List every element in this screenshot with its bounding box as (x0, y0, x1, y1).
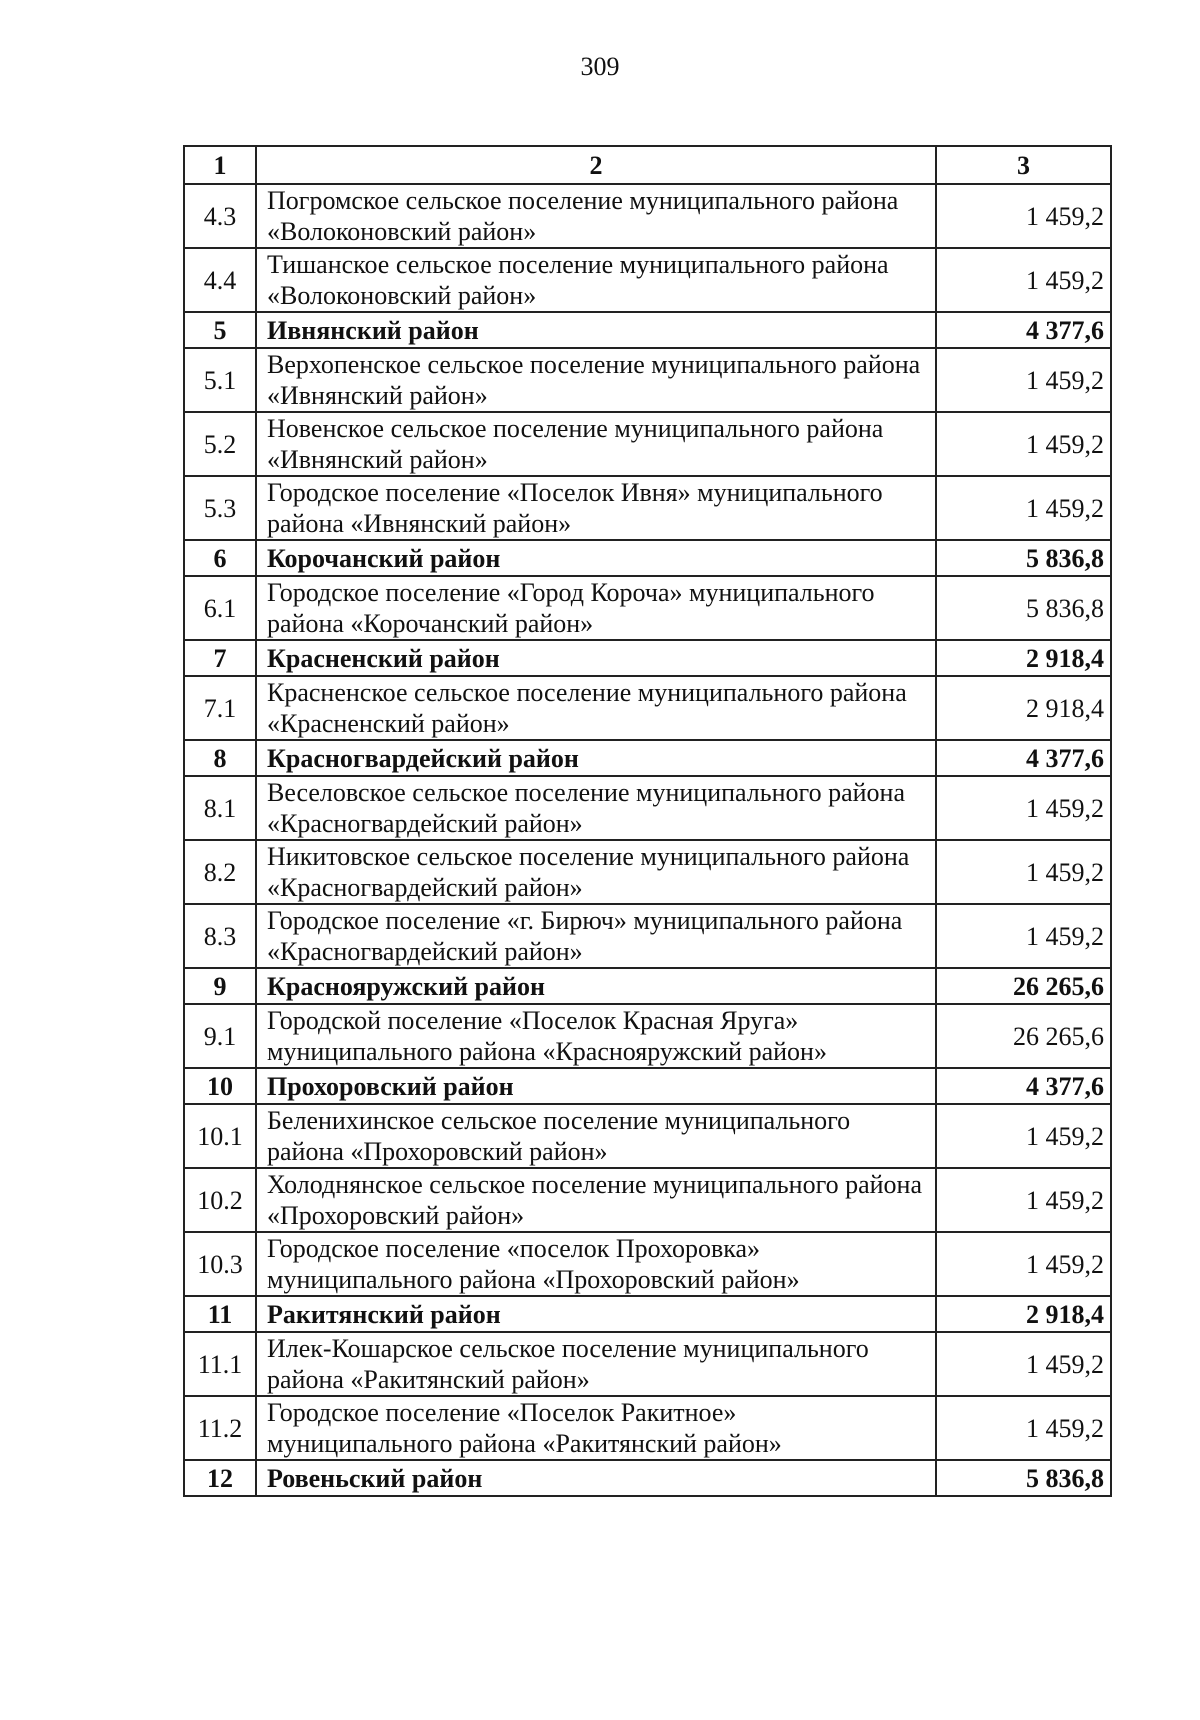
row-number: 12 (184, 1460, 256, 1496)
row-number: 7 (184, 640, 256, 676)
row-number: 8.1 (184, 776, 256, 840)
row-number: 5.1 (184, 348, 256, 412)
row-number: 10.2 (184, 1168, 256, 1232)
row-number: 5 (184, 312, 256, 348)
row-value: 1 459,2 (936, 248, 1111, 312)
district-row (184, 312, 1111, 348)
row-number: 6.1 (184, 576, 256, 640)
row-value: 1 459,2 (936, 840, 1111, 904)
row-name: Веселовское сельское поселение муниципального района «Красногвардейский район» (256, 776, 936, 840)
row-name: Ивнянский район (256, 312, 936, 348)
row-value: 1 459,2 (936, 1332, 1111, 1396)
table-header-row (184, 146, 1111, 184)
district-row (184, 640, 1111, 676)
settlement-row (184, 184, 1111, 248)
row-number: 7.1 (184, 676, 256, 740)
settlement-row (184, 1232, 1111, 1296)
row-name: Беленихинское сельское поселение муниципального района «Прохоровский район» (256, 1104, 936, 1168)
row-name: Красненский район (256, 640, 936, 676)
district-row (184, 1296, 1111, 1332)
row-number: 6 (184, 540, 256, 576)
page-number: 309 (580, 52, 620, 81)
settlement-row (184, 1168, 1111, 1232)
row-name: Городское поселение «г. Бирюч» муниципального района «Красногвардейский район» (256, 904, 936, 968)
row-name: Красненское сельское поселение муниципального района «Красненский район» (256, 676, 936, 740)
settlement-row (184, 676, 1111, 740)
row-name: Корочанский район (256, 540, 936, 576)
settlement-row (184, 476, 1111, 540)
settlement-row (184, 904, 1111, 968)
row-value: 26 265,6 (936, 1004, 1111, 1068)
row-name: Верхопенское сельское поселение муниципального района «Ивнянский район» (256, 348, 936, 412)
settlement-row (184, 1332, 1111, 1396)
row-number: 8 (184, 740, 256, 776)
row-number: 10.1 (184, 1104, 256, 1168)
row-name: Тишанское сельское поселение муниципального района «Волоконовский район» (256, 248, 936, 312)
row-number: 9.1 (184, 1004, 256, 1068)
row-name: Краснояружский район (256, 968, 936, 1004)
row-value: 4 377,6 (936, 1068, 1111, 1104)
district-row (184, 968, 1111, 1004)
row-name: Илек-Кошарское сельское поселение муниципального района «Ракитянский район» (256, 1332, 936, 1396)
row-name: Прохоровский район (256, 1068, 936, 1104)
row-value: 5 836,8 (936, 576, 1111, 640)
district-row (184, 740, 1111, 776)
row-value: 5 836,8 (936, 540, 1111, 576)
settlement-row (184, 840, 1111, 904)
row-value: 26 265,6 (936, 968, 1111, 1004)
row-name: Ракитянский район (256, 1296, 936, 1332)
settlement-row (184, 576, 1111, 640)
header-cell-number: 1 (184, 146, 256, 184)
row-name: Красногвардейский район (256, 740, 936, 776)
allocation-table-grid (183, 145, 1112, 1497)
header-cell-value: 3 (936, 146, 1111, 184)
row-name: Холоднянское сельское поселение муниципального района «Прохоровский район» (256, 1168, 936, 1232)
row-name: Новенское сельское поселение муниципального района «Ивнянский район» (256, 412, 936, 476)
row-name: Городское поселение «Город Короча» муниципального района «Корочанский район» (256, 576, 936, 640)
row-value: 1 459,2 (936, 348, 1111, 412)
allocation-table (183, 145, 1110, 1497)
row-name: Ровеньский район (256, 1460, 936, 1496)
row-number: 4.3 (184, 184, 256, 248)
row-number: 10 (184, 1068, 256, 1104)
row-value: 1 459,2 (936, 476, 1111, 540)
row-value: 4 377,6 (936, 312, 1111, 348)
row-value: 1 459,2 (936, 776, 1111, 840)
row-name: Городское поселение «Поселок Ивня» муниципального района «Ивнянский район» (256, 476, 936, 540)
settlement-row (184, 776, 1111, 840)
row-name: Городской поселение «Поселок Красная Яруга» муниципального района «Краснояружский район» (256, 1004, 936, 1068)
row-name: Городское поселение «Поселок Ракитное» муниципального района «Ракитянский район» (256, 1396, 936, 1460)
row-value: 1 459,2 (936, 904, 1111, 968)
settlement-row (184, 248, 1111, 312)
district-row (184, 1068, 1111, 1104)
row-name: Погромское сельское поселение муниципального района «Волоконовский район» (256, 184, 936, 248)
row-number: 5.2 (184, 412, 256, 476)
settlement-row (184, 1004, 1111, 1068)
row-number: 8.3 (184, 904, 256, 968)
row-value: 1 459,2 (936, 1232, 1111, 1296)
settlement-row (184, 1104, 1111, 1168)
row-number: 9 (184, 968, 256, 1004)
row-value: 2 918,4 (936, 1296, 1111, 1332)
row-value: 1 459,2 (936, 1396, 1111, 1460)
row-value: 1 459,2 (936, 184, 1111, 248)
row-number: 11.2 (184, 1396, 256, 1460)
row-value: 1 459,2 (936, 1104, 1111, 1168)
row-number: 10.3 (184, 1232, 256, 1296)
row-value: 4 377,6 (936, 740, 1111, 776)
district-row (184, 1460, 1111, 1496)
settlement-row (184, 1396, 1111, 1460)
row-number: 11.1 (184, 1332, 256, 1396)
row-value: 2 918,4 (936, 640, 1111, 676)
row-name: Никитовское сельское поселение муниципального района «Красногвардейский район» (256, 840, 936, 904)
row-number: 4.4 (184, 248, 256, 312)
settlement-row (184, 348, 1111, 412)
row-value: 1 459,2 (936, 1168, 1111, 1232)
row-number: 8.2 (184, 840, 256, 904)
district-row (184, 540, 1111, 576)
table-body (184, 146, 1111, 1496)
row-number: 5.3 (184, 476, 256, 540)
row-value: 5 836,8 (936, 1460, 1111, 1496)
row-number: 11 (184, 1296, 256, 1332)
row-value: 1 459,2 (936, 412, 1111, 476)
header-cell-name: 2 (256, 146, 936, 184)
settlement-row (184, 412, 1111, 476)
row-value: 2 918,4 (936, 676, 1111, 740)
row-name: Городское поселение «поселок Прохоровка» муниципального района «Прохоровский район» (256, 1232, 936, 1296)
